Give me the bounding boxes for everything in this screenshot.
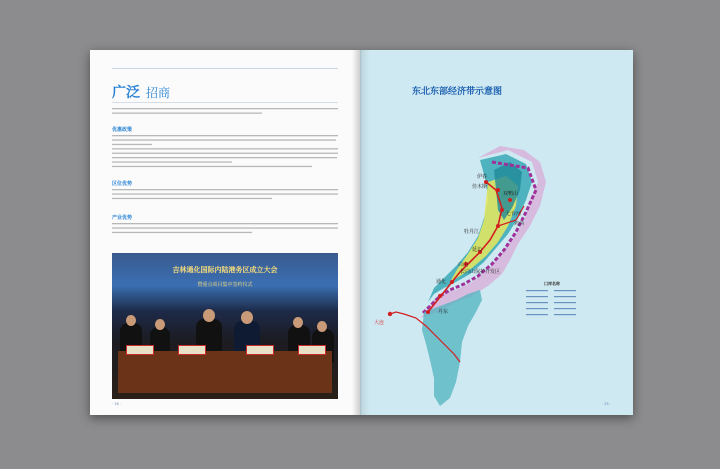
- city-label-baishan: 白山: [458, 262, 469, 268]
- city-label-jixi: 鸡西: [514, 221, 525, 227]
- section-heading-policy: 优惠政策: [112, 127, 133, 133]
- location-paragraph-lines: [112, 189, 338, 209]
- port-legend: [526, 281, 578, 328]
- left-page: [90, 50, 360, 415]
- section-heading-location: 区位优势: [112, 181, 133, 187]
- signing-table: [118, 351, 332, 393]
- policy-paragraph-lines: [112, 135, 338, 175]
- signer-right-head: [241, 311, 253, 324]
- city-label-mudanjiang: 牡丹江: [464, 229, 480, 235]
- city-label-qitaihe: 七台河: [506, 211, 522, 217]
- name-plaque: [298, 345, 326, 355]
- name-plaque: [126, 345, 154, 355]
- section-heading-industry: 产业优势: [112, 215, 133, 221]
- page-title: 广泛 招商: [112, 85, 171, 101]
- audience-head: [155, 319, 165, 330]
- title-rule: [112, 102, 338, 103]
- city-label-changbaishan: 长白山保护开发区: [460, 269, 501, 275]
- name-plaque: [246, 345, 274, 355]
- city-label-tonghua: 通化: [436, 279, 447, 285]
- name-plaque: [178, 345, 206, 355]
- signing-ceremony-photo: [112, 253, 338, 399]
- city-label-dalian: 大连: [374, 320, 385, 326]
- photo-banner-title: 吉林通化国际内陆港务区成立大会: [172, 266, 278, 274]
- map-title: 东北东部经济带示意图: [412, 87, 503, 97]
- left-page-number: · 16 ·: [112, 402, 121, 406]
- city-label-yichun: 伊春: [477, 174, 488, 180]
- magazine-spread: [90, 50, 633, 415]
- signer-left-head: [203, 309, 215, 322]
- legend-entries: [526, 290, 578, 324]
- audience-head: [317, 321, 327, 332]
- city-label-dandong: 丹东: [438, 309, 449, 315]
- city-label-shuangyashan: 双鸭山: [503, 191, 519, 197]
- photo-banner-subtitle: 暨重点项目集中签约仪式: [197, 282, 253, 288]
- intro-paragraph-lines: [112, 108, 338, 118]
- audience-head: [126, 315, 136, 326]
- header-rule: [112, 68, 338, 69]
- right-page-number: · 25 ·: [602, 402, 611, 406]
- legend-title: 口岸名称: [544, 281, 560, 286]
- industry-paragraph-lines: [112, 223, 338, 243]
- city-label-jiamusi: 佳木斯: [472, 184, 488, 190]
- audience-head: [293, 317, 303, 328]
- city-label-yanji: 延边: [472, 247, 483, 253]
- right-page: [360, 50, 633, 415]
- spine-shadow: [352, 50, 370, 415]
- northeast-map: [360, 50, 633, 415]
